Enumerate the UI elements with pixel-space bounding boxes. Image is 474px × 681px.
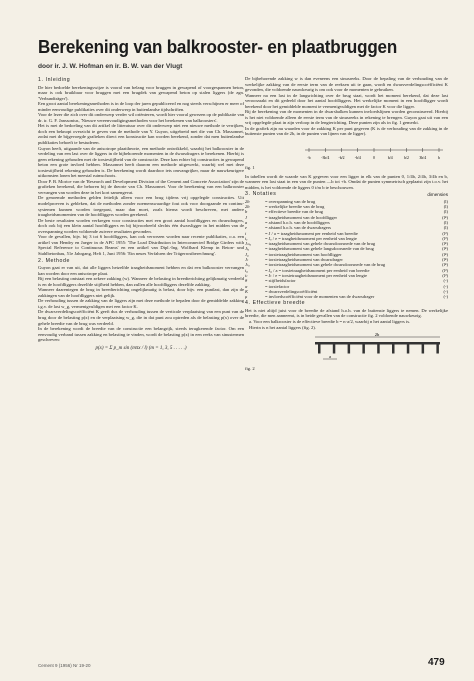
- figure-1-tick-label: 3b/4: [419, 156, 427, 161]
- notation-unit: (l⁴): [442, 241, 448, 247]
- figure-1-tick-label: -b/4: [354, 156, 361, 161]
- figure-2-caption: fig. 2: [245, 366, 255, 372]
- section-heading-notaties: [245, 192, 448, 198]
- notation-sym: Jₗₐ: [245, 246, 250, 252]
- notation-unit: (l³): [442, 235, 448, 241]
- notation-desc: = J₀ / a = torsietraagheidsmoment per eenheid van breedte: [265, 267, 370, 273]
- figure-1-caption: fig. 1: [245, 165, 255, 171]
- paragraph: Bij de berekening van de momenten in de dwarsbalken kunnen invloedslijnen worden geconstrueerd. Hierbij is het niet voldoende alleen de eerste term van de sinusreeks in rekening te brengen. Guyon gaat uit van een vrij opgelegde plaat in zijn verloop in de lengterichting. Deze punten zijn als in fig. 1 gemerkt.: [245, 109, 448, 126]
- page-number: 479: [428, 657, 445, 668]
- paragraph: Door P. B. Morice van de 'Research and Development Division of the Cement and Concrete Association' zijn de grafieken berekend, die behoren bij de theorie van Ch. Massonnet. Voor de berekening van een balkrooster vervangen van worden deze in het kort samengevat.: [38, 178, 244, 195]
- notation-sym: b: [245, 209, 248, 215]
- paragraph: Het is met de bedoeling van dit artikel de litteratuur over dit onderwerp niet een nieuwe methode te verrijken, doch een beknopt overzicht te geven van de methode van Y. Guyon, uitgebreid met die van Ch. Massonnet, zodat met de bijgevoegde grafieken direct een konstructie kan worden berekend, zonder dat men buitenlandse publikaties behoeft te bestuderen.: [38, 123, 244, 146]
- figure-2-dim-bottom: a: [329, 354, 331, 360]
- notation-sym: e: [245, 225, 247, 231]
- figure-2-girder: [377, 345, 380, 354]
- left-column: [38, 76, 244, 354]
- right-column: [245, 76, 448, 375]
- figure-1-tick-label: -3b/4: [321, 156, 330, 161]
- paragraph: Het is niet altijd juist voor de breedte de afstand h.o.h. van de buitenste liggers te nemen. De werkelijke breedte, die men aanneemt, is in beide gevallen van de constructie fig. 2 voldoende nauwkeurig.: [245, 307, 448, 319]
- notation-unit: (-): [443, 278, 448, 284]
- article-authors: door ir. J. W. Hofman en ir. B. W. van der Vlugt: [38, 63, 183, 70]
- notation-unit: (-): [443, 288, 448, 294]
- paragraph: De beste resultaten worden verkregen voor constructies met een groot aantal hoofdliggers en dwarsdragers, doch ook bij een klein aantal hoofdliggers en bij bijvoorbeeld slechts één dwarsligger in het midden van de overspanning worden voldoende zuivere resultaten gevonden.: [38, 217, 244, 234]
- notaties-heading-text: 3. Notaties: [245, 191, 277, 198]
- notation-sym: Jₜ: [245, 257, 249, 263]
- paragraph: De dwarsverdelingscoëfficiënt K geeft dus de verhouding tussen de verticale verplaatsing van een punt van de brug door de belasting p(x) en de verplaatsing w_g, die in dat punt zou optreden als de belasting p(x) over de gehele breedte van de brug was verdeeld.: [38, 309, 244, 326]
- paragraph: a. Voor een balkrooster is de effectieve breedte b = n·a/2, waarbij n het aantal liggers is.: [249, 319, 411, 325]
- notation-desc: = traagheidsmoment van de hoofdligger: [265, 214, 338, 220]
- notation-unit: (l⁴): [442, 257, 448, 263]
- notation-sym: a: [245, 219, 248, 225]
- notation-unit: (l⁴): [442, 251, 448, 257]
- paragraph: Guyon heeft, uitgaande van de anisotrope plaattheorie, een methode ontwikkeld, waarbij het balkrooster in de verdeling van een last over de liggers in de bijbehorende momenten in de dwarsdragers te berekenen. Hierbij is geen rekening gehouden met de torsiestijfheid van de constructie. Deze kan echter bij constructies in gewapend beton een grote invloed hebben. Massonnet heeft daarom een methode uitgewerkt, waarbij wel met deze torsiestijfheid rekening gehouden is. De berekening wordt daardoor iets omvangrijker, maar de nauwkeurigere uitkomsten lonen het meestal ruimschoots.: [38, 145, 244, 179]
- notation-table: [245, 199, 448, 300]
- figure-2-girder: [348, 345, 351, 354]
- notation-desc: = dwarsverdelingscoëfficiënt: [265, 288, 318, 294]
- notation-desc: = J / a = traagheidsmoment per eenheid van breedte: [265, 230, 358, 236]
- figure-2-girder: [362, 345, 365, 354]
- section-heading-effectieve-breedte: 4. Effectieve breedte: [245, 300, 306, 307]
- paragraph: De genoemde methoden gelden feitelijk alleen voor een brug tijdens vrij opgelegde constructies. Uit modelproeven is gebleken, dat de methoden zonder noemenswaardige fout ook voor doorgaande en continu-systemen kunnen worden toegepast, maar dan moet, zoals hierna wordt beschreven, met andere traagheidsmomenten van de hoofdliggers worden gerekend.: [38, 195, 244, 218]
- notation-desc: = torsietraagheidsmoment van hoofdligger: [265, 251, 342, 257]
- notation-sym: Jₜₒ: [245, 262, 250, 268]
- notation-sym: 2b: [245, 204, 250, 210]
- figure-1-diagram: [245, 140, 448, 162]
- notation-desc: = torsiefactor: [265, 283, 290, 289]
- notation-desc: = effectieve breedte van de brug: [265, 209, 324, 215]
- notation-unit: (l): [443, 219, 448, 225]
- article-title: Berekening van balkrooster- en plaatbruggen: [38, 36, 398, 57]
- figure-1-tick-label: b/2: [404, 156, 409, 161]
- notation-desc: = traagheidsmoment van gehele langsdoorsnede van de brug: [265, 246, 374, 252]
- section-heading-methode: 2. Methode: [38, 257, 70, 264]
- notation-sym: α: [245, 283, 248, 289]
- notation-desc: = traagheidsmoment van gehele dwarsdoorsnede van de brug: [265, 241, 376, 247]
- paragraph: Guyon gaat er van uit, dat alle liggers hetzelfde traagheidsmoment hebben en dat een balkrooster vervangen kan worden door een anisotrope plaat.: [38, 265, 244, 276]
- paragraph: Voor de lezer die zich over dit onderwerp verder wil oriënteren, wordt hier vooral gewezen op de publikatie van dr. ir. G. F. Janssonius, 'Nieuwe vereenvoudigingsmethoden voor het berekenen van balkroosters'.: [38, 112, 244, 123]
- notation-unit: (l³): [442, 230, 448, 236]
- notation-sym: J: [245, 214, 247, 220]
- notation-sym: i: [245, 230, 247, 236]
- paragraph: In de grafiek zijn nu waarden voor de zakking K per punt gegeven (K is de verhouding van de zakking in de buitenste punten van de 2b, in de punten van lijnen van de ligger).: [245, 125, 448, 137]
- notation-unit: (l⁴): [442, 214, 448, 220]
- figure-2-girder: [407, 345, 410, 354]
- paragraph: De verhouding tussen de zakking van de liggers zijn met deze methode te bepalen door de gemiddelde zakking t.g.v. de last w_g, vermenigvuldigen met een factor K.: [38, 298, 244, 309]
- figure-2-deck: [315, 342, 440, 345]
- dimensions-header: dimensies: [427, 192, 448, 198]
- figure-2-dim-top: 2b: [374, 333, 380, 338]
- notation-sym: θ: [245, 278, 248, 284]
- notation-unit: (l): [443, 209, 448, 215]
- figure-2-diagram: [245, 333, 448, 363]
- figure-2-girder: [318, 345, 321, 354]
- paragraph: Bij een belasting ontstaat een zekere zakking (w). Wanneer de belasting in breedterichting gelijkmatig verdeeld is en de hoofdliggers dezelfde stijfheid hebben, dan zullen alle hoofdliggers dezelfde zakking.: [38, 276, 244, 287]
- paragraph: Voor de gevallen, bijv. bij 3 tot 6 hoofdliggers, kan ook verwezen worden naar recente publikaties, o.a. een artikel van Hendry en Jaeger in de APC 1955: 'The Load Distribution in Interconnected Bridge Girders with Special Reference to Continuous Beams' en een artikel van Dipl.-Ing. Wolfhard Klemp in Beton- und Stahlbetonbau, 51e Jahrgang, Heft 1, Juni 1956: 'Ein neues Verfahren der Trägerrostberechnung'.: [38, 234, 244, 256]
- notation-desc: = torsietraagheidsmoment van dwarsdrager: [265, 257, 343, 263]
- notation-desc: = invloedscoëfficiënt voor de momenten van de dwarsdrager: [265, 294, 375, 300]
- paragraph: Een groot aantal berekeningsmethoden is in de loop der jaren gepubliceerd en nog steeds verschijnen er meer of minder eenvoudige publikaties over dit onderwerp in buitenlandse tijdschriften.: [38, 101, 244, 112]
- notation-sym: iₜ: [245, 272, 248, 278]
- figure-1-tick-label: -b/2: [338, 156, 345, 161]
- paragraph: In tabellen wordt de waarde van K gegeven voor een ligger in elk van de punten 0, 1/4b, 2/4b, 3/4b en b, wanneer een last staat in een van de punten —b tot +b. Omdat de punten symmetrisch geplaatst zijn t.o.v. het midden, is het voldoende de liggers 0 t/m b te beschouwen.: [245, 173, 448, 190]
- notation-row: [245, 294, 448, 299]
- notation-unit: (l): [443, 204, 448, 210]
- notation-desc: = Jₜ / e = torsietraagheidsmoment per eenheid van lengte: [265, 272, 367, 278]
- notation-desc: = overspanning van de brug: [265, 198, 316, 204]
- journal-footer: Cement 9 (1956) Nr 19-20: [38, 663, 91, 668]
- notation-unit: (l): [443, 198, 448, 204]
- notation-sym: μ: [245, 294, 248, 300]
- notation-unit: (l): [443, 225, 448, 231]
- figure-1-tick-label: -b: [307, 156, 311, 161]
- section-heading-inleiding: 1. Inleiding: [38, 77, 71, 83]
- paragraph: De bijbehorende zakking w is dan eveneens een sinusreeks. Door de bepaling van de verhouding van de werkelijke zakking van de eerste term van de reeksen uit te gaan, wordt en dwarsverdelingscoëfficiënt K gevonden, die voldoende nauwkeurig is om ook voor de momenten te gebruiken.: [245, 76, 448, 93]
- paragraph: In de berekening wordt de breedte van de constructie een belangrijk, steeds terugkerende factor. Om een eenvoudig verband tussen zakking en belasting te vinden, wordt de belasting p(x) in een reeks van sinustermen geschreven:: [38, 326, 244, 343]
- notation-sym: 2b: [245, 198, 250, 204]
- figure-1-tick-label: 0: [373, 156, 375, 161]
- notation-unit: (l⁴): [442, 262, 448, 268]
- figure-2-girder: [422, 345, 425, 354]
- notation-unit: (l³): [442, 272, 448, 278]
- notation-unit: (-): [443, 294, 448, 300]
- figure-1-tick-label: b/4: [387, 156, 393, 161]
- notation-desc: = afstand h.o.h. van de hoofdliggers: [265, 219, 330, 225]
- figure-2-girders: [318, 345, 439, 354]
- paragraph: De hier bedoelde berekeningswijze is vooral van belang voor bruggen in gewapend of voorgespannen beton, maar is ook bruikbaar voor bruggen met een brugdek van gewapend beton op stalen liggers (de zgn. 'Verbundträger').: [38, 84, 244, 101]
- notation-sym: Jₘₐ: [245, 241, 252, 247]
- load-series-formula: p(x) = Σ p_m sin (mπx / l) (m = 1, 3, 5 . . . . .): [95, 345, 187, 351]
- figure-1-tick-label: b: [438, 156, 440, 161]
- notation-unit: (l⁴): [442, 246, 448, 252]
- notation-desc: = Jₑ / e = traagheidsmoment per eenheid van lengte: [265, 235, 357, 241]
- notation-sym: K: [245, 288, 249, 294]
- notation-unit: (-): [443, 283, 448, 289]
- notation-desc: = stijfheidsfactor: [265, 278, 296, 284]
- paragraph: Wanneer daarentegen de brug in breedterichting ongelijkmatig is belast, door bijv. een puntlast, dan zijn de zakkingen van de hoofdliggers niet gelijk.: [38, 287, 244, 298]
- figure-2-girder: [436, 345, 439, 354]
- notation-sym: J₀: [245, 251, 249, 257]
- notation-unit: (l³): [442, 267, 448, 273]
- figure-2-girder: [333, 345, 336, 354]
- notation-sym: i₀: [245, 267, 248, 273]
- paragraph: Hierin is n het aantal liggers (fig. 2).: [249, 324, 316, 330]
- notation-desc: = werkelijke breedte van de brug: [265, 204, 325, 210]
- notation-desc: = torsietraagheidsmoment van gehele dwarsdoorsnede van de brug: [265, 262, 386, 268]
- paragraph: Wanneer na een last in de langsrichting over de brug staat, wordt het moment berekend, dat deze last veroorzaakt en dit gedeeld door het aantal hoofdliggers. Het werkelijke moment in een hoofdligger wordt berekend door het gemiddelde moment te vermenigvuldigen met de factor K voor die ligger.: [245, 92, 448, 109]
- figure-2-girder: [392, 345, 395, 354]
- notation-sym: iₑ: [245, 235, 248, 241]
- notation-desc: = afstand h.o.h. van de dwarsdragers: [265, 225, 332, 231]
